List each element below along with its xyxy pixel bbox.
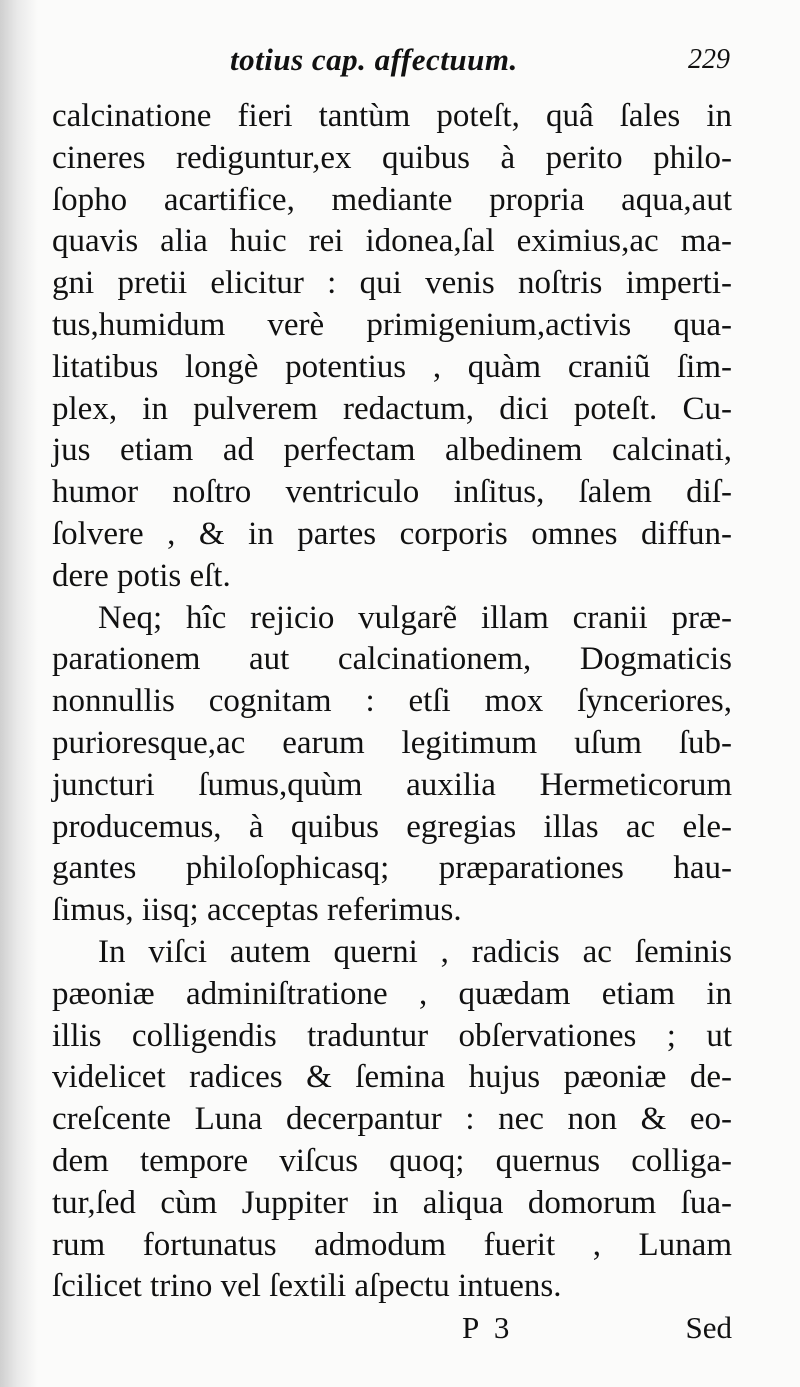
page-gutter-shadow	[0, 0, 38, 1387]
text-line: tur,ſed cùm Juppiter in aliqua domorum ſua-	[52, 1184, 732, 1221]
page-footer	[52, 1308, 732, 1352]
paragraph-3	[52, 932, 732, 1308]
text-line: humor noſtro ventriculo inſitus, ſalem diſ-	[52, 474, 732, 511]
catchword: Sed	[685, 1310, 732, 1346]
text-line: creſcente Luna decerpantur : nec non & eo-	[52, 1101, 732, 1138]
text-line: juncturi ſumus,quùm auxilia Hermeticorum	[52, 766, 732, 803]
text-line: illis colligendis traduntur obſervationes ; ut	[52, 1017, 732, 1054]
text-line: cineres rediguntur,ex quibus à perito philo-	[52, 139, 732, 176]
text-line: dem tempore viſcus quoq; quernus colliga-	[52, 1142, 732, 1179]
page-header	[52, 42, 732, 96]
text-line: plex, in pulverem redactum, dici poteſt. Cu-	[52, 390, 732, 427]
signature-mark: P 3	[462, 1310, 514, 1346]
text-line: In viſci autem querni , radicis ac ſeminis	[98, 933, 732, 970]
text-line: ſimus, iisq; acceptas referimus.	[52, 892, 462, 929]
text-line: parationem aut calcinationem, Dogmaticis	[52, 641, 732, 678]
text-line: gantes philoſophicasq; præparationes hau-	[52, 850, 732, 887]
page-number: 229	[688, 44, 730, 75]
text-line: gni pretii elicitur : qui venis noſtris imperti-	[52, 265, 732, 302]
text-line: dere potis eſt.	[52, 557, 231, 594]
text-line: ſcilicet trino vel ſextili aſpectu intuens.	[52, 1268, 562, 1305]
text-line: nonnullis cognitam : etſi mox ſynceriores,	[52, 683, 732, 720]
text-line: litatibus longè potentius , quàm craniũ ſim-	[52, 348, 732, 385]
text-line: rum fortunatus admodum fuerit , Lunam	[52, 1226, 732, 1263]
text-line: purioresque,ac earum legitimum uſum ſub-	[52, 724, 732, 761]
text-line: Neq; hîc rejicio vulgarẽ illam cranii præ-	[98, 599, 732, 636]
text-line: videlicet radices & ſemina hujus pæoniæ de-	[52, 1059, 732, 1096]
text-line: pæoniæ adminiſtratione , quædam etiam in	[52, 975, 732, 1012]
text-line: tus,humidum verè primigenium,activis qua-	[52, 306, 732, 343]
text-block	[52, 42, 732, 1352]
paragraph-2	[52, 598, 732, 932]
text-line: producemus, à quibus egregias illas ac ele-	[52, 808, 732, 845]
text-line: ſopho acartifice, mediante propria aqua,aut	[52, 181, 732, 218]
text-line: calcinatione fieri tantùm poteſt, quâ ſales in	[52, 98, 732, 134]
text-line: jus etiam ad perfectam albedinem calcinati,	[52, 432, 732, 469]
text-line: quavis alia huic rei idonea,ſal eximius,ac ma-	[52, 223, 732, 260]
running-head: totius cap. affectuum.	[230, 42, 518, 77]
text-line: ſolvere , & in partes corporis omnes diffun-	[52, 515, 732, 552]
paragraph-1	[52, 96, 732, 598]
